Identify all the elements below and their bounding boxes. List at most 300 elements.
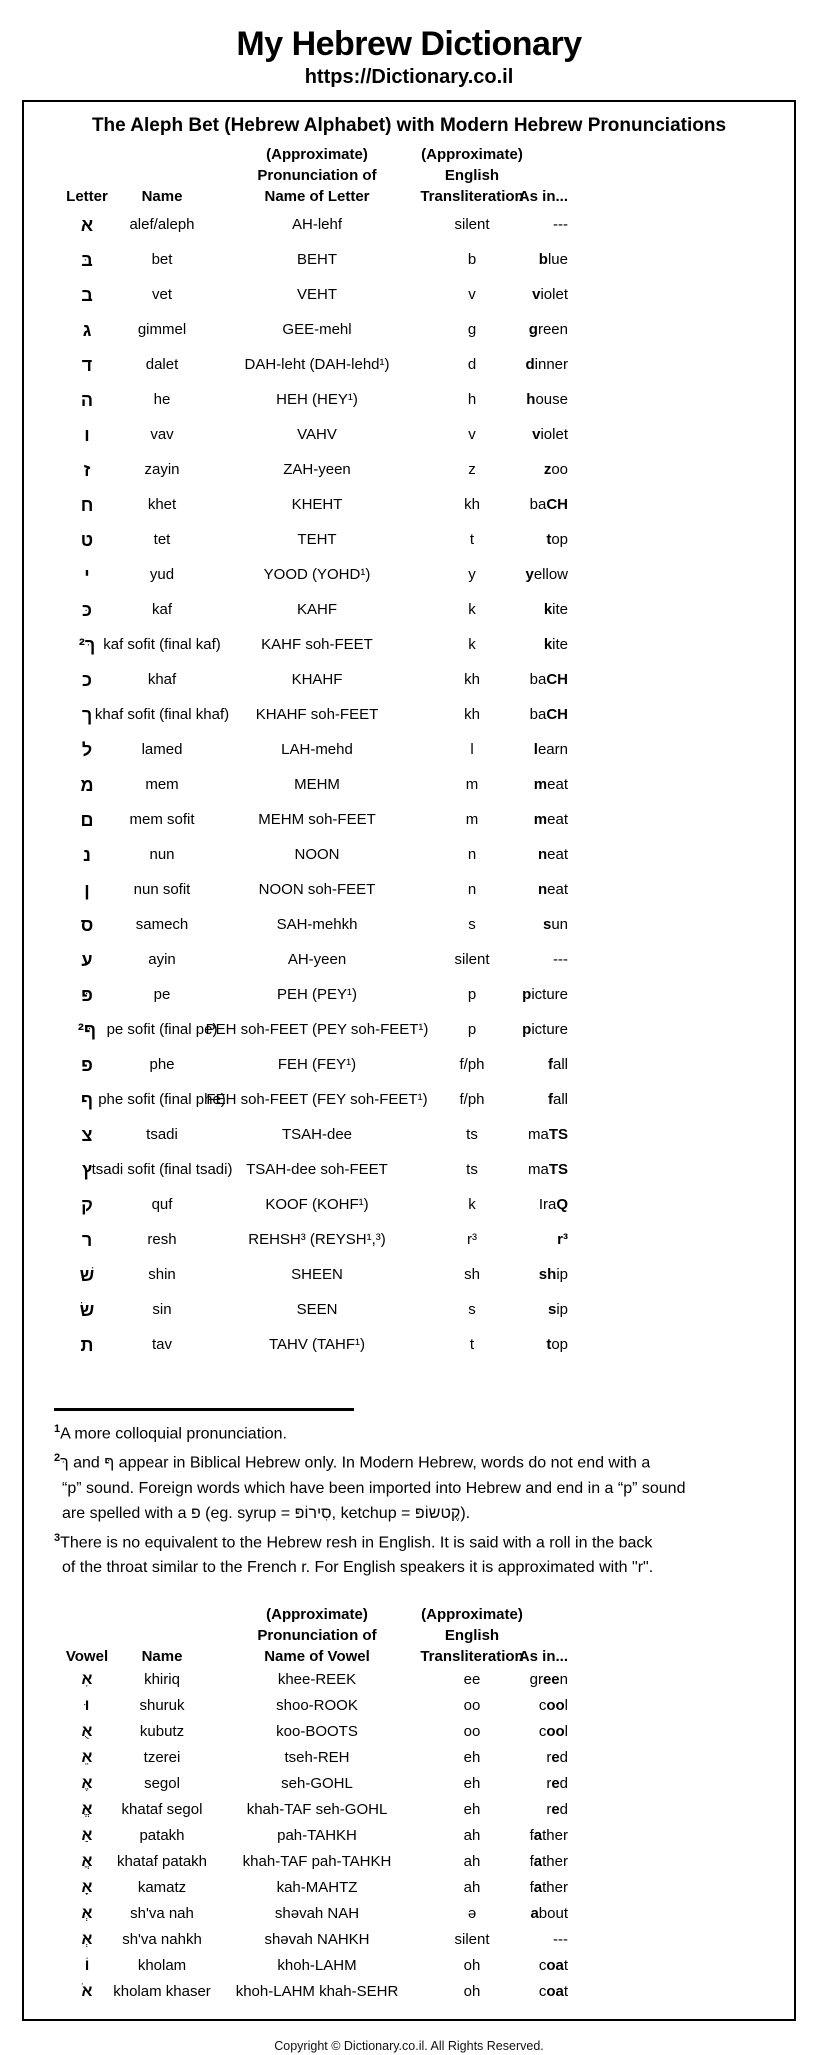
hebrew-glyph: א <box>80 214 94 235</box>
pronunciation-cell: seh-GOHL <box>281 1775 353 1793</box>
table-row <box>24 907 794 942</box>
as-in-cell: f a ther <box>529 1827 568 1845</box>
table-row <box>24 242 794 277</box>
table-row <box>24 1823 794 1849</box>
as-in-cell: p icture <box>522 1021 568 1038</box>
pronunciation-cell: TAHV (TAHF¹) <box>268 1336 366 1353</box>
transliteration-cell: silent <box>454 216 490 233</box>
as-in-cell: z oo <box>543 461 568 478</box>
transliteration-cell: ah <box>463 1853 481 1871</box>
name-cell: phe sofit (final phe) <box>98 1091 226 1108</box>
vowels-table <box>24 1667 794 2005</box>
hebrew-glyph: כּ <box>82 599 92 620</box>
as-in-cell: s un <box>542 916 568 933</box>
as-in-cell: f a ther <box>529 1853 568 1871</box>
header-name: Name <box>141 188 183 205</box>
table-row <box>24 1257 794 1292</box>
pronunciation-cell: NOON soh-FEET <box>258 881 376 898</box>
table-row <box>24 522 794 557</box>
table-row <box>24 1771 794 1797</box>
as-in-cell: l earn <box>533 741 568 758</box>
hebrew-glyph: פּ <box>81 984 93 1005</box>
pronunciation-cell: REHSH³ (REYSH¹,³) <box>248 1231 386 1248</box>
transliteration-cell: k <box>468 1196 476 1213</box>
hebrew-glyph: אְ <box>81 1904 93 1922</box>
pronunciation-cell: TSAH-dee soh-FEET <box>246 1161 388 1178</box>
as-in-cell: k ite <box>543 601 568 618</box>
name-cell: khet <box>147 496 177 513</box>
transliteration-cell: oh <box>463 1983 481 2001</box>
name-cell: gimmel <box>137 321 187 338</box>
transliteration-cell: ah <box>463 1879 481 1897</box>
as-in-cell: r e d <box>546 1749 568 1767</box>
hebrew-glyph: צ <box>81 1124 93 1145</box>
transliteration-cell: ts <box>466 1161 478 1178</box>
pronunciation-cell: khah-TAF pah-TAHKH <box>242 1853 392 1871</box>
pronunciation-cell: VAHV <box>297 426 337 443</box>
table-row <box>24 1901 794 1927</box>
hebrew-glyph: ם <box>80 809 94 830</box>
transliteration-cell: v <box>468 426 476 443</box>
as-in-cell: c oo l <box>538 1723 568 1741</box>
pronunciation-cell: KHAHF <box>291 671 343 688</box>
table-row <box>24 1927 794 1953</box>
table-row <box>24 1849 794 1875</box>
footnote-line: “p” sound. Foreign words which have been imported into Hebrew and end in a “p” sound <box>62 1479 686 1497</box>
transliteration-cell: g <box>467 321 477 338</box>
as-in-cell: v iolet <box>532 426 568 443</box>
as-in-cell: p icture <box>522 986 568 1003</box>
hebrew-glyph: וֹ <box>84 1956 90 1974</box>
name-cell: nun <box>149 846 175 863</box>
name-cell: mem sofit <box>129 811 195 828</box>
pronunciation-cell: KOOF (KOHF¹) <box>265 1196 369 1213</box>
pronunciation-cell: shoo-ROOK <box>276 1697 358 1715</box>
name-cell: sin <box>152 1301 172 1318</box>
transliteration-cell: kh <box>464 706 480 723</box>
hebrew-glyph: אָ <box>81 1878 93 1896</box>
as-in-cell: sh ip <box>538 1266 568 1283</box>
hebrew-glyph: אְ <box>81 1930 93 1948</box>
hebrew-glyph: ן <box>84 879 90 900</box>
header-vowel: Vowel <box>65 1647 109 1665</box>
name-cell: tav <box>151 1336 172 1353</box>
as-in-cell: k ite <box>543 636 568 653</box>
pronunciation-cell: TEHT <box>297 531 337 548</box>
alphabet-box <box>22 100 796 2021</box>
as-in-cell: m eat <box>533 811 568 828</box>
hebrew-glyph: ג <box>82 319 92 340</box>
as-in-cell: ba CH <box>529 706 568 723</box>
name-cell: vav <box>150 426 174 443</box>
letters-table-header <box>24 144 794 207</box>
name-cell: kamatz <box>137 1879 187 1897</box>
transliteration-cell: d <box>467 356 477 373</box>
letters-table <box>24 207 794 1362</box>
name-cell: khaf <box>147 671 177 688</box>
name-cell: nun sofit <box>133 881 191 898</box>
table-row <box>24 1327 794 1362</box>
pronunciation-cell: KAHF soh-FEET <box>261 636 373 653</box>
hebrew-glyph: אֶ <box>81 1774 93 1792</box>
name-cell: segol <box>144 1775 180 1793</box>
pronunciation-cell: shəvah NAHKH <box>264 1931 370 1949</box>
table-row <box>24 382 794 417</box>
transliteration-cell: sh <box>464 1266 480 1283</box>
hebrew-glyph: אַ <box>81 1826 93 1844</box>
hebrew-glyph: מ <box>80 774 94 795</box>
table-row <box>24 1117 794 1152</box>
table-row <box>24 1745 794 1771</box>
name-cell: khataf patakh <box>116 1853 208 1871</box>
pronunciation-cell: khah-TAF seh-GOHL <box>246 1801 388 1819</box>
transliteration-cell: ah <box>463 1827 481 1845</box>
name-cell: kholam <box>137 1957 187 1975</box>
as-in-cell: d inner <box>525 356 568 373</box>
footnote-line: $^2$ךּ and ףּ appear in Biblical Hebrew only. In Modern Hebrew, words do not end with a <box>54 1452 651 1472</box>
footnotes <box>24 1417 794 1580</box>
hebrew-glyph: אֻ <box>81 1722 93 1740</box>
transliteration-cell: oh <box>463 1957 481 1975</box>
name-cell: sh'va nahkh <box>122 1931 202 1949</box>
transliteration-cell: kh <box>464 671 480 688</box>
pronunciation-cell: AH-lehf <box>291 216 343 233</box>
transliteration-cell: f/ph <box>459 1056 485 1073</box>
as-in-cell: r e d <box>546 1801 568 1819</box>
pronunciation-cell: koo-BOOTS <box>276 1723 358 1741</box>
hebrew-glyph: שׂ <box>79 1299 95 1320</box>
pronunciation-cell: ZAH-yeen <box>283 461 351 478</box>
as-in-cell: c oa t <box>538 1957 568 1975</box>
pronunciation-cell: SAH-mehkh <box>276 916 358 933</box>
name-cell: lamed <box>141 741 183 758</box>
transliteration-cell: oo <box>463 1697 481 1715</box>
hebrew-glyph: ת <box>80 1334 94 1355</box>
footnote-line: $^1$A more colloquial pronunciation. <box>54 1423 287 1443</box>
name-cell: tet <box>153 531 171 548</box>
as-in-cell: b lue <box>538 251 568 268</box>
pronunciation-cell: NOON <box>294 846 340 863</box>
transliteration-cell: h <box>467 391 477 408</box>
hebrew-glyph: ק <box>81 1194 93 1215</box>
name-cell: yud <box>149 566 175 583</box>
header-pronunciation: (Approximate) Pronunciation of Name of Letter <box>257 146 377 205</box>
as-in-cell: r³ <box>557 1231 568 1248</box>
as-in-cell: --- <box>553 951 568 968</box>
as-in-cell: n eat <box>537 846 568 863</box>
hebrew-glyph: וּ <box>84 1696 90 1714</box>
hebrew-glyph: ז <box>83 459 91 480</box>
transliteration-cell: t <box>469 1336 475 1353</box>
as-in-cell: Ira Q <box>538 1196 568 1213</box>
table-row <box>24 697 794 732</box>
hebrew-glyph: אֵ <box>81 1748 93 1766</box>
footnote-line: of the throat similar to the French r. For English speakers it is approximated with "r". <box>62 1558 654 1576</box>
transliteration-cell: ts <box>466 1126 478 1143</box>
table-row <box>24 662 794 697</box>
table-row <box>24 767 794 802</box>
as-in-cell: ma TS <box>527 1161 568 1178</box>
as-in-cell: --- <box>553 1931 568 1949</box>
table-row <box>24 452 794 487</box>
header-transliteration: (Approximate) English Transliteration <box>420 1605 524 1665</box>
name-cell: kaf sofit (final kaf) <box>103 636 221 653</box>
as-in-cell: t op <box>546 531 568 548</box>
hebrew-glyph: ך <box>81 704 93 725</box>
table-row <box>24 277 794 312</box>
hebrew-glyph: פ <box>81 1054 93 1075</box>
transliteration-cell: ee <box>463 1671 481 1689</box>
transliteration-cell: kh <box>464 496 480 513</box>
footnote-rule <box>54 1408 354 1411</box>
as-in-cell: t op <box>546 1336 568 1353</box>
table-row <box>24 977 794 1012</box>
as-in-cell: f all <box>547 1091 568 1108</box>
table-row <box>24 1719 794 1745</box>
as-in-cell: --- <box>553 216 568 233</box>
hebrew-glyph: בּ <box>81 249 93 270</box>
pronunciation-cell: KHAHF soh-FEET <box>255 706 379 723</box>
hebrew-glyph: ף <box>80 1089 94 1110</box>
hebrew-glyph: ע <box>81 949 93 970</box>
as-in-cell: h ouse <box>526 391 568 408</box>
name-cell: samech <box>135 916 189 933</box>
transliteration-cell: silent <box>454 951 490 968</box>
footnote-line: are spelled with a פ (eg. syrup = סִירוֹפּ, ketchup = קֶטשוֹפּ). <box>62 1504 471 1522</box>
name-cell: phe <box>149 1056 175 1073</box>
name-cell: vet <box>151 286 172 303</box>
pronunciation-cell: GEE-mehl <box>282 321 352 338</box>
table-row <box>24 1222 794 1257</box>
hebrew-glyph: ץ <box>82 1159 92 1180</box>
transliteration-cell: v <box>468 286 476 303</box>
name-cell: khiriq <box>144 1671 180 1689</box>
as-in-cell: gr ee n <box>529 1671 568 1689</box>
as-in-cell: y ellow <box>525 566 568 583</box>
pronunciation-cell: TSAH-dee <box>281 1126 353 1143</box>
table-row <box>24 487 794 522</box>
pronunciation-cell: AH-yeen <box>287 951 347 968</box>
table-row <box>24 942 794 977</box>
pronunciation-cell: MEHM soh-FEET <box>258 811 376 828</box>
letters-table-title: The Aleph Bet (Hebrew Alphabet) with Modern Hebrew Pronunciations <box>91 115 727 136</box>
pronunciation-cell: tseh-REH <box>284 1749 350 1767</box>
site-url-link[interactable]: https://Dictionary.co.il <box>304 66 514 88</box>
header-pronunciation: (Approximate) Pronunciation of Name of Vowel <box>257 1605 377 1665</box>
transliteration-cell: r³ <box>467 1231 477 1248</box>
pronunciation-cell: DAH-leht (DAH-lehd¹) <box>244 356 390 373</box>
name-cell: patakh <box>139 1827 185 1845</box>
as-in-cell: c oa t <box>538 1983 568 2001</box>
table-row <box>24 732 794 767</box>
table-row <box>24 347 794 382</box>
name-cell: shuruk <box>139 1697 185 1715</box>
hebrew-glyph: ל <box>81 739 93 760</box>
transliteration-cell: eh <box>463 1775 481 1793</box>
hebrew-glyph: ח <box>80 494 94 515</box>
table-row <box>24 1152 794 1187</box>
pronunciation-cell: LAH-mehd <box>281 741 353 758</box>
as-in-cell: f all <box>547 1056 568 1073</box>
name-cell: quf <box>151 1196 173 1213</box>
hebrew-glyph: ה <box>80 389 94 410</box>
table-row <box>24 627 794 662</box>
hebrew-glyph: ךּ² <box>78 634 96 655</box>
table-row <box>24 1082 794 1117</box>
pronunciation-cell: KHEHT <box>291 496 343 513</box>
name-cell: tzerei <box>143 1749 181 1767</box>
table-row <box>24 592 794 627</box>
table-row <box>24 557 794 592</box>
transliteration-cell: s <box>468 1301 476 1318</box>
name-cell: ayin <box>148 951 176 968</box>
hebrew-glyph: ד <box>81 354 93 375</box>
table-row <box>24 872 794 907</box>
hebrew-glyph: כ <box>82 669 92 690</box>
name-cell: sh'va nah <box>130 1905 194 1923</box>
table-row <box>24 417 794 452</box>
name-cell: kaf <box>151 601 172 618</box>
table-row <box>24 1187 794 1222</box>
header-name: Name <box>141 1647 183 1665</box>
table-row <box>24 1875 794 1901</box>
hebrew-glyph: ףּ² <box>77 1019 97 1040</box>
transliteration-cell: k <box>468 636 476 653</box>
transliteration-cell: oo <box>463 1723 481 1741</box>
pronunciation-cell: PEH (PEY¹) <box>276 986 357 1003</box>
transliteration-cell: s <box>468 916 476 933</box>
pronunciation-cell: FEH soh-FEET (FEY soh-FEET¹) <box>206 1091 428 1108</box>
table-row <box>24 1797 794 1823</box>
transliteration-cell: f/ph <box>459 1091 485 1108</box>
transliteration-cell: m <box>465 776 479 793</box>
table-row <box>24 802 794 837</box>
transliteration-cell: t <box>469 531 475 548</box>
header-as-in: As in... <box>518 1647 568 1665</box>
as-in-cell: v iolet <box>532 286 568 303</box>
transliteration-cell: l <box>470 741 474 758</box>
name-cell: khaf sofit (final khaf) <box>94 706 230 723</box>
as-in-cell: n eat <box>537 881 568 898</box>
name-cell: he <box>153 391 171 408</box>
name-cell: kholam khaser <box>113 1983 211 2001</box>
transliteration-cell: p <box>467 1021 477 1038</box>
name-cell: tsadi sofit (final tsadi) <box>91 1161 233 1178</box>
hebrew-glyph: ס <box>80 914 94 935</box>
hebrew-glyph: ב <box>81 284 93 305</box>
pronunciation-cell: pah-TAHKH <box>277 1827 357 1845</box>
table-row <box>24 312 794 347</box>
table-row <box>24 1292 794 1327</box>
hebrew-glyph: אִ <box>81 1670 93 1688</box>
name-cell: mem <box>145 776 179 793</box>
copyright-text: Copyright © Dictionary.co.il. All Rights Reserved. <box>274 2038 544 2053</box>
hebrew-glyph: שׁ <box>79 1264 95 1285</box>
pronunciation-cell: FEH (FEY¹) <box>277 1056 357 1073</box>
as-in-cell: ba CH <box>529 496 568 513</box>
hebrew-glyph: אֲ <box>81 1852 93 1870</box>
header-letter: Letter <box>66 188 108 205</box>
footnote-line: $^3$There is no equivalent to the Hebrew resh in English. It is said with a roll in the back <box>54 1531 653 1551</box>
transliteration-cell: n <box>467 846 477 863</box>
header-transliteration: (Approximate) English Transliteration <box>420 146 524 205</box>
transliteration-cell: ə <box>467 1905 477 1923</box>
table-row <box>24 1047 794 1082</box>
pronunciation-cell: HEH (HEY¹) <box>276 391 358 408</box>
transliteration-cell: z <box>468 461 476 478</box>
table-row <box>24 1979 794 2005</box>
name-cell: khataf segol <box>121 1801 203 1819</box>
pronunciation-cell: khee-REEK <box>277 1671 357 1689</box>
transliteration-cell: k <box>468 601 476 618</box>
as-in-cell: ba CH <box>529 671 568 688</box>
pronunciation-cell: MEHM <box>294 776 340 793</box>
table-row <box>24 207 794 242</box>
pronunciation-cell: YOOD (YOHD¹) <box>263 566 371 583</box>
pronunciation-cell: khoh-LAHM <box>277 1957 357 1975</box>
hebrew-glyph: ט <box>80 529 94 550</box>
table-row <box>24 1693 794 1719</box>
transliteration-cell: p <box>467 986 477 1003</box>
transliteration-cell: eh <box>463 1749 481 1767</box>
pronunciation-cell: VEHT <box>296 286 337 303</box>
as-in-cell: r e d <box>546 1775 568 1793</box>
table-row <box>24 1667 794 1693</box>
transliteration-cell: m <box>465 811 479 828</box>
as-in-cell: m eat <box>533 776 568 793</box>
table-row <box>24 1953 794 1979</box>
hebrew-glyph: נ <box>83 844 91 865</box>
transliteration-cell: y <box>468 566 476 583</box>
name-cell: zayin <box>144 461 180 478</box>
name-cell: tsadi <box>146 1126 178 1143</box>
table-row <box>24 837 794 872</box>
pronunciation-cell: KAHF <box>296 601 337 618</box>
as-in-cell: ma TS <box>527 1126 568 1143</box>
transliteration-cell: n <box>467 881 477 898</box>
name-cell: alef/aleph <box>129 216 195 233</box>
name-cell: shin <box>148 1266 176 1283</box>
hebrew-glyph: אֱ <box>81 1800 93 1818</box>
name-cell: kubutz <box>139 1723 185 1741</box>
as-in-cell: s ip <box>547 1301 568 1318</box>
pronunciation-cell: khoh-LAHM khah-SEHR <box>235 1983 399 2001</box>
pronunciation-cell: BEHT <box>296 251 337 268</box>
pronunciation-cell: PEH soh-FEET (PEY soh-FEET¹) <box>205 1021 429 1038</box>
name-cell: bet <box>151 251 173 268</box>
pronunciation-cell: SHEEN <box>291 1266 343 1283</box>
vowels-table-header <box>24 1604 794 1667</box>
hebrew-glyph: י <box>84 564 90 585</box>
transliteration-cell: silent <box>454 1931 490 1949</box>
name-cell: pe <box>153 986 171 1003</box>
header-as-in: As in... <box>518 188 568 205</box>
name-cell: resh <box>147 1231 177 1248</box>
transliteration-cell: eh <box>463 1801 481 1819</box>
pronunciation-cell: SEEN <box>296 1301 338 1318</box>
hebrew-glyph: אֹ <box>81 1982 93 2000</box>
name-cell: dalet <box>145 356 179 373</box>
pronunciation-cell: shəvah NAH <box>274 1905 360 1923</box>
as-in-cell: f a ther <box>529 1879 568 1897</box>
table-row <box>24 1012 794 1047</box>
transliteration-cell: b <box>467 251 477 268</box>
page-title: My Hebrew Dictionary <box>236 25 582 63</box>
pronunciation-cell: kah-MAHTZ <box>276 1879 358 1897</box>
as-in-cell: g reen <box>528 321 568 338</box>
as-in-cell: c oo l <box>538 1697 568 1715</box>
hebrew-glyph: ר <box>81 1229 93 1250</box>
